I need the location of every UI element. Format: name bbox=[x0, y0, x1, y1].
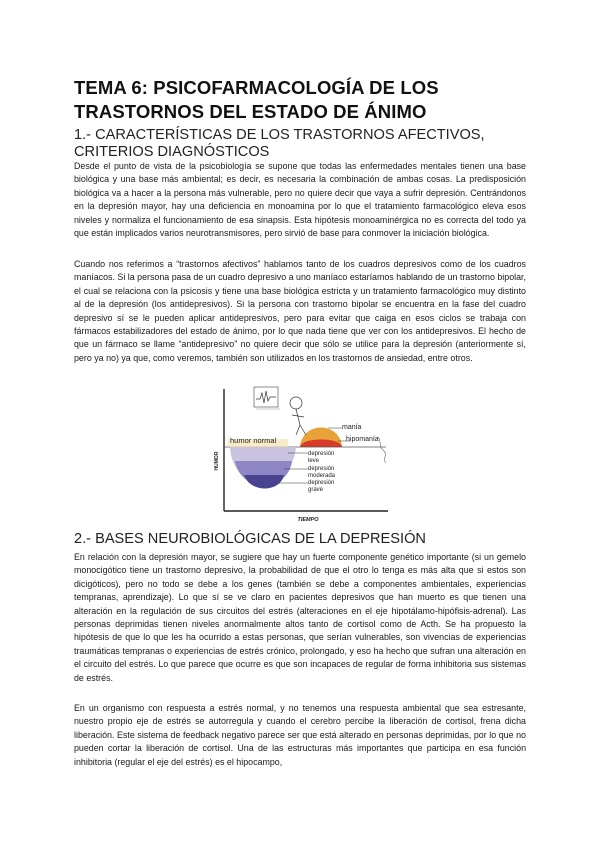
scribble-mark bbox=[378, 437, 386, 463]
y-axis-label: HUMOR bbox=[214, 451, 220, 471]
person-sketch bbox=[290, 397, 306, 435]
depresion-grave-label-1: depresión bbox=[308, 480, 335, 486]
depresion-leve-label-2: leve bbox=[308, 458, 320, 464]
humor-normal-label: humor normal bbox=[230, 436, 277, 445]
section-2-paragraph-2: En un organismo con respuesta a estrés normal, y no tenemos una respuesta ambiental que sea estresante, nuestro propio eje de estrés se autorregula y cuando el cerebro percibe la liberación de cortisol, frena dicha liberación. Este sistema de feedback negativo parece ser que está alterado en personas deprimidas, por lo que no pueden cortar la liberación de cortisol. Una de las estructuras más importantes que participa en esa función inhibitoria (regular el eje del estrés) es el hipocampo, bbox=[74, 703, 526, 767]
depresion-grave-label-2: grave bbox=[308, 487, 324, 493]
section-2-paragraph-1: En relación con la depresión mayor, se sugiere que hay un fuerte componente genético importante (si un gemelo monocigótico tiene un trastorno depresivo, la probabilidad de que el otro lo tenga es más alta que si estos son dicigóticos), pero no todo se debe a los genes (también se debe a componentes ambientales, experiencias tempranas, aprendizaje). Lo que sí se ve claro en pacientes depresivos que han muerto es que tienen una alteración en la regulación de sus circuitos del estrés (alteraciones en el eje hipotálamo-hipófisis-adrenal). Las personas deprimidas tienen niveles anormalmente altos tanto de cortisol como de Acth. Se ha propuesto la hipótesis de que lo que les ha ocurrido a estas personas, que serían vulnerables, son vivencias de experiencias traumáticas tempranas o experiencias de estrés crónico, prolongado, y eso ha hecho que sufran una alteración en el circuito del estrés. Lo que parece que ocurre es que son incapaces de regular de forma inhibitoria sus sistemas de estrés. bbox=[74, 552, 526, 683]
mood-states-figure bbox=[208, 381, 408, 525]
section-2-heading: 2.- BASES NEUROBIOLÓGICAS DE LA DEPRESIÓN bbox=[74, 531, 426, 547]
hipomania-label: hipomanía bbox=[346, 436, 379, 443]
x-axis-label: TIEMPO bbox=[297, 517, 319, 523]
depresion-moderada-label-1: depresión bbox=[308, 466, 335, 472]
section-1-heading: 1.- CARACTERÍSTICAS DE LOS TRASTORNOS AFECTIVOS, CRITERIOS DIAGNÓSTICOS bbox=[74, 127, 485, 160]
mania-label: manía bbox=[342, 424, 362, 431]
depresion-grave-zone bbox=[244, 475, 284, 489]
seismograph-sketch bbox=[254, 387, 280, 409]
section-1-paragraph-2: Cuando nos referimos a “trastornos afectivos” hablamos tanto de los cuadros depresivos como de los cuadros maníacos. Si la persona pasa de un cuadro depresivo a uno maníaco estaríamos hablando de un trastorno bipolar, el cual se relaciona con la psicosis y tiene una base biológica estricta y un tratamiento farmacológico muy distinto al de la depresión (los antidepresivos). Si la persona con trastorno bipolar se encuentra en la fase del cuadro depresivo sí se le pueden aplicar antidepresivos, pero para evitar que caiga en esos ciclos se trabaja con fármacos estabilizadores del estado de ánimo, por lo que nada tiene que ver con los antidepresivos. El hecho de que un fármaco se llame “antidepresivo” no quiere decir que sólo se utilice para la depresión (anteriormente sí, pero ya no) ya que, como veremos, también son utilizados en los trastornos de ansiedad, entre otros. bbox=[74, 259, 526, 363]
depresion-leve-label-1: depresión bbox=[308, 451, 335, 457]
depresion-moderada-label-2: moderada bbox=[308, 473, 336, 479]
page-title: TEMA 6: PSICOFARMACOLOGÍA DE LOS TRASTORNOS DEL ESTADO DE ÁNIMO bbox=[74, 77, 439, 122]
section-1-paragraph-1: Desde el punto de vista de la psicobiología se supone que todas las enfermedades mentales tienen una base biológica y una base más ambiental; es decir, es necesaria la combinación de ambas cosas. La predisposición biológica va a hacer a la persona más vulnerable, pero no quiere decir que vaya a sufrir depresión. Centrándonos en la depresión mayor, hay una deficiencia en monoamina por lo que el tratamiento farmacológico eleva esos niveles y normaliza el funcionamiento de esa sinapsis. Esta hipótesis monoaminérgica no es correcta del todo ya que están implicados varios neurotransmisores, pero sirvió de base para conmover la iniciación biológica. bbox=[74, 161, 526, 239]
